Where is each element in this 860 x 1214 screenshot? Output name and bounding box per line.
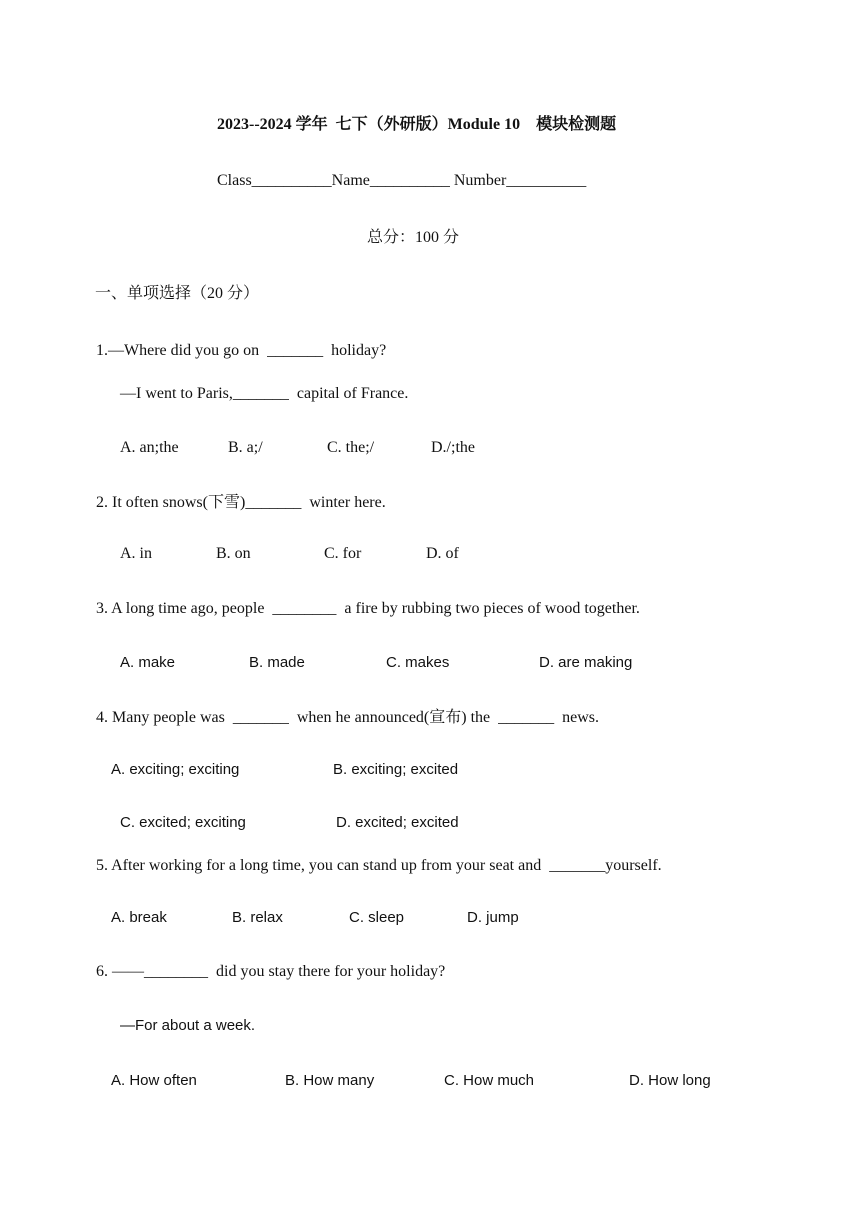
question-5-option-b: B. relax xyxy=(232,909,283,926)
page-title: 2023--2024 学年 七下（外研版）Module 10 模块检测题 xyxy=(217,116,617,133)
question-4-option-a: A. exciting; exciting xyxy=(111,761,240,778)
question-6-option-c: C. How much xyxy=(444,1072,535,1089)
question-5-option-c: C. sleep xyxy=(349,909,405,926)
question-6-option-d: D. How long xyxy=(629,1072,711,1089)
question-4-stem: 4. Many people was _______ when he announced(宣布) the _______ news. xyxy=(96,709,600,726)
student-info-line: Class__________Name__________ Number__________ xyxy=(217,172,587,189)
question-2-option-b: B. on xyxy=(216,545,251,562)
total-score: 总分：100 分 xyxy=(367,229,460,246)
question-6-stem: 6. ——________ did you stay there for your holiday? xyxy=(96,963,446,980)
question-4-option-b: B. exciting; excited xyxy=(333,761,459,778)
section-heading: 一、单项选择（20 分） xyxy=(95,285,260,302)
question-1-answer-line: —I went to Paris,_______ capital of France. xyxy=(120,385,409,402)
question-1-stem: 1.—Where did you go on _______ holiday? xyxy=(96,342,387,359)
question-5-option-d: D. jump xyxy=(467,909,519,926)
question-6-option-a: A. How often xyxy=(111,1072,197,1089)
question-4-option-c: C. excited; exciting xyxy=(120,814,246,831)
question-3-stem: 3. A long time ago, people ________ a fire by rubbing two pieces of wood together. xyxy=(96,600,640,617)
question-3-option-b: B. made xyxy=(249,654,305,671)
question-1-option-a: A. an;the xyxy=(120,439,179,456)
question-3-option-d: D. are making xyxy=(539,654,633,671)
question-2-option-d: D. of xyxy=(426,545,459,562)
question-2-stem: 2. It often snows(下雪)_______ winter here. xyxy=(96,494,386,511)
question-6-answer-line: —For about a week. xyxy=(120,1017,256,1034)
question-2-option-a: A. in xyxy=(120,545,152,562)
question-1-option-d: D./;the xyxy=(431,439,475,456)
question-4-option-d: D. excited; excited xyxy=(336,814,459,831)
question-1-option-b: B. a;/ xyxy=(228,439,263,456)
question-5-stem: 5. After working for a long time, you can stand up from your seat and _______yourself. xyxy=(96,857,662,874)
question-3-option-a: A. make xyxy=(120,654,176,671)
question-6-option-b: B. How many xyxy=(285,1072,375,1089)
question-5-option-a: A. break xyxy=(111,909,167,926)
question-1-option-c: C. the;/ xyxy=(327,439,375,456)
question-3-option-c: C. makes xyxy=(386,654,450,671)
question-2-option-c: C. for xyxy=(324,545,362,562)
